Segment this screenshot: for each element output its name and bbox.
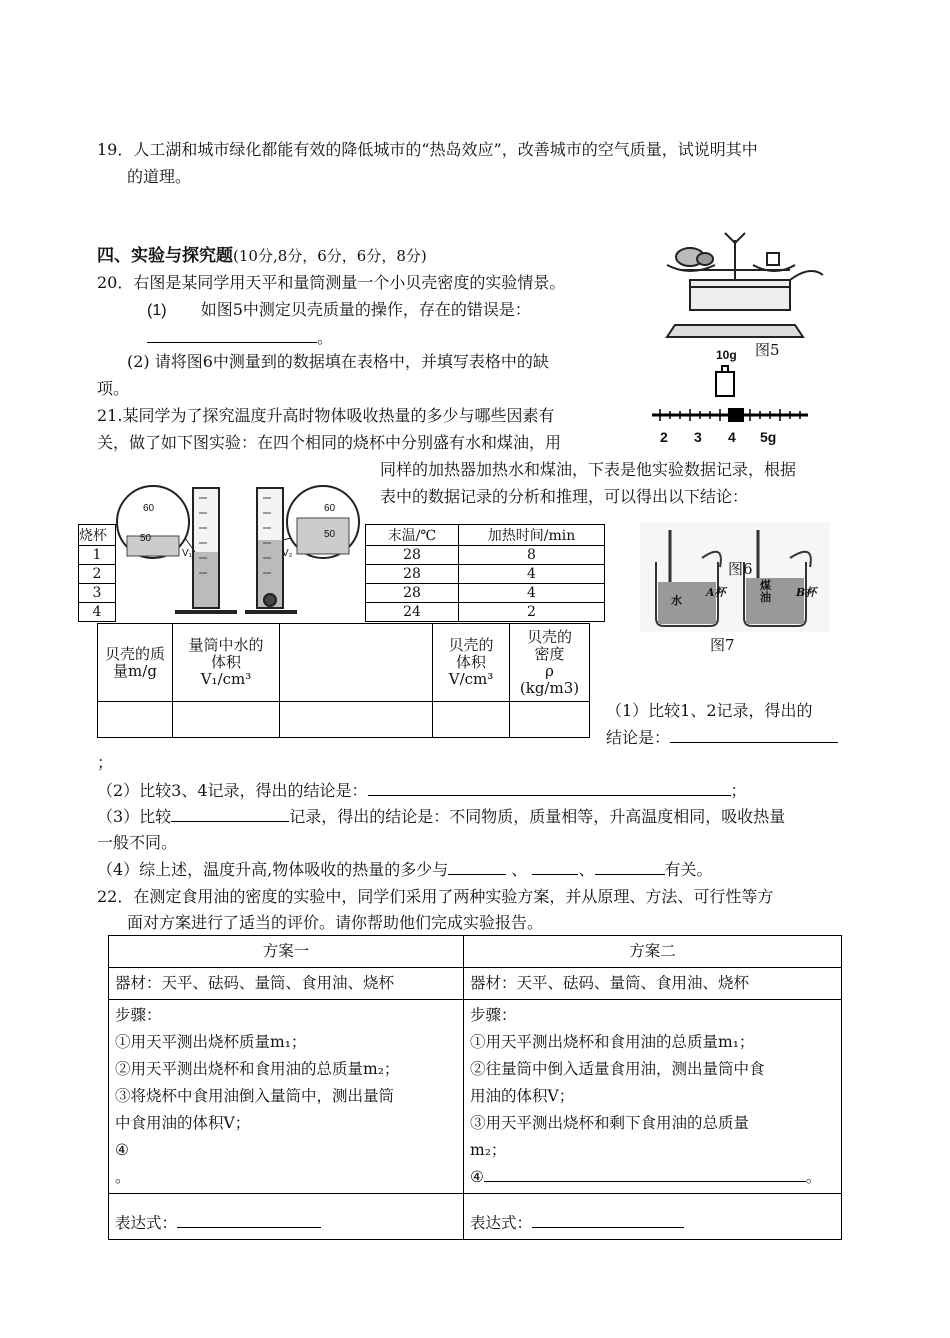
plans-table (108, 935, 842, 1240)
answer-cell[interactable] (433, 702, 510, 738)
plan2-equipment: 器材：天平、砝码、量筒、食用油、烧杯 (464, 968, 842, 1000)
label: 结论是： (606, 728, 671, 747)
ruler-tick: 5g (760, 429, 777, 445)
cell: 4 (459, 584, 605, 603)
q21-conclusion4 (97, 859, 713, 881)
shell-table-header (280, 624, 433, 702)
heat-table-header: 末温/℃ (366, 525, 459, 546)
shell-table-header (433, 624, 510, 702)
step: ①用天平测出烧杯质量m₁； (115, 1033, 307, 1051)
q19-line1: 19．人工湖和城市绿化都能有效的降低城市的“热岛效应”，改善城市的空气质量，试说明其中 (97, 140, 758, 159)
q21-line4: 表中的数据记录的分析和推理，可以得出以下结论： (380, 487, 749, 506)
answer-blank[interactable] (177, 1212, 321, 1228)
table-row (98, 702, 590, 738)
cyl1-mark-top: 60 (143, 503, 155, 514)
label: （4）综上述，温度升高,物体吸收的热量的多少与 (97, 860, 449, 879)
separator: 、 (511, 860, 528, 879)
separator: 、 (578, 860, 595, 879)
period: 。 (317, 328, 334, 347)
q20-part1-number: (1) (147, 302, 167, 319)
section-heading (97, 245, 427, 267)
answer-blank[interactable] (532, 1212, 684, 1228)
header-unit: V₁/cm³ (200, 670, 252, 688)
q21-conclusion2 (97, 780, 747, 802)
figure-5-caption: 图5 (755, 341, 780, 359)
heat-table-index-cell: 1 (79, 546, 116, 565)
cell: 4 (459, 565, 605, 584)
table-row (366, 603, 605, 622)
shell-density-table (97, 623, 590, 738)
step: ①用天平测出烧杯和食用油的总质量m₁； (470, 1033, 755, 1051)
cell: 8 (459, 546, 605, 565)
q20-intro: 20．右图是某同学用天平和量筒测量一个小贝壳密度的实验情景。 (97, 273, 566, 292)
heat-table-index-cell: 3 (79, 584, 116, 603)
q21-conclusion3-line2: 一般不同。 (97, 833, 178, 852)
header-text: 贝壳的密度 (526, 627, 572, 663)
q21-line2: 关，做了如下图实验：在四个相同的烧杯中分别盛有水和煤油，用 (97, 433, 562, 452)
answer-blank[interactable] (448, 859, 506, 875)
cyl2-volume-label: V₂ (282, 548, 293, 559)
steps-label: 步骤： (115, 1006, 162, 1024)
header-text: 量筒中水的体积 (188, 636, 264, 671)
shell-table-header: 贝壳的质量m/g (98, 624, 173, 702)
q21-conclusion3 (97, 806, 785, 828)
beaker-b-label: B杯 (796, 586, 817, 599)
answer-blank[interactable] (171, 806, 289, 822)
q20-part1-text: 如图5中测定贝壳质量的操作，存在的错误是： (200, 300, 531, 319)
cell: 24 (366, 603, 459, 622)
shell-table-header (173, 624, 280, 702)
header-text: 贝壳的体积 (448, 636, 494, 671)
plan1-expression (109, 1194, 464, 1240)
q21-line3: 同样的加热器加热水和煤油，下表是他实验数据记录，根据 (380, 460, 797, 479)
section-scores: (10分,8分，6分，6分，8分) (233, 247, 427, 265)
step: ③将烧杯中食用油倒入量筒中，测出量筒 (115, 1087, 395, 1105)
weight-label: 10g (716, 348, 737, 362)
answer-blank[interactable] (484, 1166, 806, 1182)
label: 表达式： (115, 1214, 178, 1232)
semicolon: ； (97, 753, 114, 772)
heat-table (365, 524, 605, 622)
plan1-title: 方案一 (109, 936, 464, 968)
cell: 28 (366, 584, 459, 603)
text: 记录，得出的结论是：不同物质，质量相等，升高温度相同，吸收热量 (289, 807, 786, 826)
q20-part2-line2: 项。 (97, 379, 130, 398)
ruler-tick: 2 (660, 429, 668, 445)
steps-label: 步骤： (470, 1006, 517, 1024)
step: 中食用油的体积V； (115, 1114, 251, 1132)
cell: 28 (366, 546, 459, 565)
section-title: 四、实验与探究题 (97, 246, 233, 266)
ruler-tick: 3 (694, 429, 702, 445)
label: （2）比较3、4记录，得出的结论是： (97, 781, 368, 800)
table-row (366, 546, 605, 565)
q21-line1: 21.某同学为了探究温度升高时物体吸收热量的多少与哪些因素有 (97, 406, 555, 425)
ruler-figure (650, 405, 810, 429)
cell: 2 (459, 603, 605, 622)
figure-7-caption: 图7 (710, 636, 735, 654)
answer-blank[interactable] (670, 727, 838, 743)
balance-figure (645, 225, 825, 345)
step: 用油的体积V； (470, 1087, 575, 1105)
heat-table-index-cell: 4 (79, 603, 116, 622)
answer-blank[interactable] (532, 859, 578, 875)
table-row (366, 584, 605, 603)
heat-table-header: 烧杯 (79, 525, 116, 546)
step: ②往量筒中倒入适量食用油，测出量筒中食 (470, 1060, 765, 1078)
plan2-steps (464, 1000, 842, 1194)
cyl1-volume-label: V₁ (182, 548, 193, 559)
header-unit: ρ (kg/m3) (519, 661, 580, 697)
beaker-b-liquid: 煤油 (760, 579, 771, 604)
cell: 28 (366, 565, 459, 584)
cyl2-mark-top: 60 (324, 503, 336, 514)
step: ②用天平测出烧杯和食用油的总质量m₂； (115, 1060, 400, 1078)
q21-conclusion1-line1: （1）比较1、2记录，得出的 (606, 701, 813, 720)
answer-blank[interactable] (147, 327, 317, 343)
text: 有关。 (664, 860, 713, 879)
plan1-equipment: 器材：天平、砝码、量筒、食用油、烧杯 (109, 968, 464, 1000)
plan2-title: 方案二 (464, 936, 842, 968)
answer-cell[interactable] (173, 702, 280, 738)
step: ③用天平测出烧杯和剩下食用油的总质量 (470, 1114, 750, 1132)
label: （3）比较 (97, 807, 172, 826)
answer-cell[interactable] (280, 702, 433, 738)
plan1-steps (109, 1000, 464, 1194)
step: m₂； (470, 1141, 507, 1159)
q20-part1-answer (147, 327, 333, 349)
heat-table-index (78, 524, 116, 622)
figure-6-caption: 图6 (728, 560, 753, 578)
cyl1-mark-bottom: 50 (140, 533, 152, 544)
table-row (366, 565, 605, 584)
shell-table-header (510, 624, 590, 702)
heat-table-header: 加热时间/min (459, 525, 605, 546)
q22-line1: 22．在测定食用油的密度的实验中，同学们采用了两种实验方案，并从原理、方法、可行性等方 (97, 887, 774, 906)
beaker-a-label: A杯 (706, 586, 726, 599)
label: 表达式： (470, 1214, 533, 1232)
ruler-tick: 4 (728, 429, 736, 445)
q20-part1 (147, 299, 531, 322)
answer-cell[interactable] (98, 702, 173, 738)
weight-icon (710, 364, 740, 400)
step (470, 1164, 835, 1191)
semicolon: ； (730, 781, 747, 800)
cylinders-figure (115, 478, 365, 623)
step-end: 。 (115, 1168, 131, 1186)
plan2-expression (464, 1194, 842, 1240)
answer-blank[interactable] (595, 859, 665, 875)
answer-blank[interactable] (368, 780, 731, 796)
answer-cell[interactable] (510, 702, 590, 738)
q22-line2: 面对方案进行了适当的评价。请你帮助他们完成实验报告。 (127, 913, 544, 932)
beaker-a-liquid: 水 (671, 594, 682, 607)
q19-line2: 的道理。 (127, 167, 192, 186)
header-unit: V/cm³ (448, 670, 494, 688)
q20-part2-line1: (2) 请将图6中测量到的数据填在表格中，并填写表格中的缺 (127, 352, 549, 371)
cyl2-mark-bottom: 50 (324, 529, 336, 540)
q21-conclusion1-line2 (606, 727, 838, 749)
step-end: 。 (805, 1168, 822, 1186)
step: ④ (115, 1141, 129, 1159)
heat-table-index-cell: 2 (79, 565, 116, 584)
step-number: ④ (470, 1168, 484, 1186)
